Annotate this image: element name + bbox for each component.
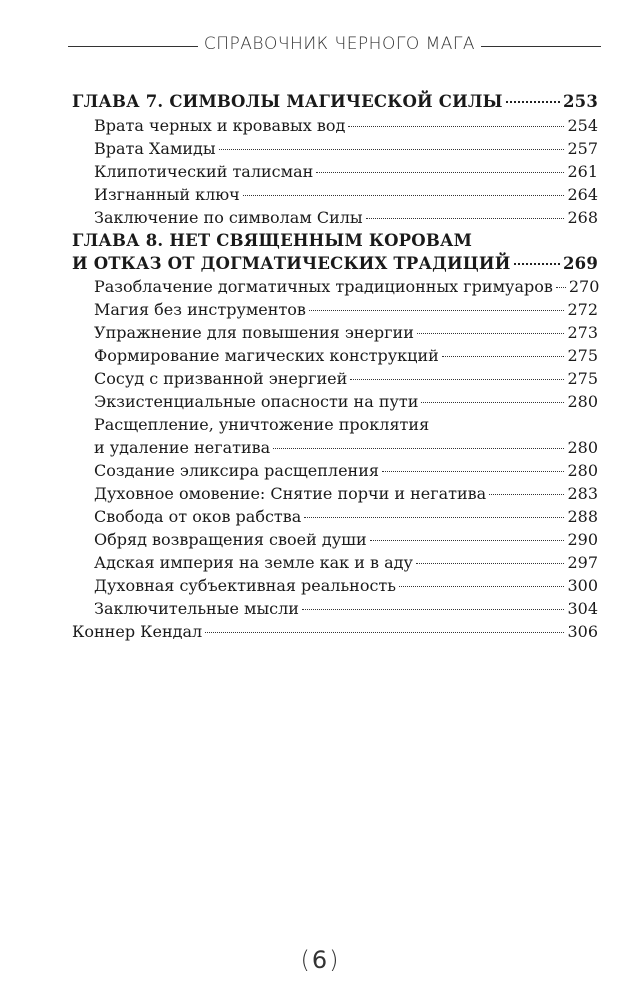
header-rule-right: [481, 46, 601, 47]
running-header: [68, 32, 601, 56]
dot-leader: [370, 540, 565, 541]
chapter-title: ГЛАВА 7. СИМВОЛЫ МАГИЧЕСКОЙ СИЛЫ: [72, 92, 503, 111]
toc-entry[interactable]: [72, 137, 598, 160]
toc-entry[interactable]: [72, 298, 598, 321]
page-ref: 280: [567, 438, 598, 457]
toc-entry[interactable]: [72, 597, 598, 620]
entry-title: Магия без инструментов: [94, 300, 306, 319]
dot-leader: [506, 101, 560, 103]
page-ref: 261: [567, 161, 598, 181]
dot-leader: [366, 218, 565, 219]
entry-title: Разоблачение догматичных традиционных гримуаров: [94, 277, 553, 296]
entry-title: Обряд возвращения своей души: [94, 530, 367, 549]
toc-author-entry[interactable]: [72, 620, 598, 643]
dot-leader: [309, 310, 565, 311]
toc-entry[interactable]: [72, 574, 598, 597]
book-title: СПРАВОЧНИК ЧЕРНОГО МАГА: [203, 34, 475, 54]
toc-entry[interactable]: [72, 206, 598, 229]
page-ref: 304: [567, 599, 598, 618]
dot-leader: [350, 379, 564, 380]
entry-title: Изгнанный ключ: [94, 184, 240, 204]
header-rule-left: [68, 46, 198, 47]
dot-leader: [556, 287, 566, 288]
dot-leader: [243, 195, 565, 196]
page-ref: 306: [567, 622, 598, 641]
entry-title-line1: Расщепление, уничтожение проклятия: [94, 415, 430, 434]
dot-leader: [417, 333, 565, 334]
page-ref: 300: [567, 576, 598, 595]
toc-chapter-8[interactable]: [72, 252, 598, 276]
entry-title: Экзистенциальные опасности на пути: [94, 392, 419, 411]
table-of-contents: [72, 90, 598, 643]
chapter-title-line1: ГЛАВА 8. НЕТ СВЯЩЕННЫМ КОРОВАМ: [72, 230, 473, 250]
page-ref: 270: [568, 277, 600, 296]
dot-leader: [399, 586, 564, 587]
toc-entry[interactable]: [72, 528, 598, 551]
entry-title: Духовное омовение: Снятие порчи и негатива: [94, 484, 487, 503]
entry-title: Врата черных и кровавых вод: [94, 115, 346, 135]
page-ref: 257: [567, 138, 598, 158]
toc-entry[interactable]: [72, 275, 598, 298]
page-ref: 288: [567, 507, 598, 526]
page-number-open-paren: (: [300, 946, 312, 974]
toc-entry[interactable]: [72, 505, 598, 528]
page-ref: 283: [567, 484, 598, 503]
page-number-value: 6: [311, 946, 330, 974]
toc-entry[interactable]: [72, 114, 598, 137]
dot-leader: [304, 517, 564, 518]
toc-entry[interactable]: [72, 367, 598, 390]
entry-title: Создание эликсира расщепления: [94, 461, 379, 480]
dot-leader: [219, 149, 565, 150]
entry-title: Упражнение для повышения энергии: [94, 323, 414, 342]
page-ref: 297: [567, 553, 598, 572]
page-ref: 264: [567, 184, 598, 204]
page-number: [0, 946, 641, 974]
entry-title: Адская империя на земле как и в аду: [94, 553, 413, 572]
dot-leader: [273, 448, 564, 449]
dot-leader: [442, 356, 565, 357]
page-ref: 268: [567, 207, 598, 227]
entry-title: Духовная субъективная реальность: [94, 576, 396, 595]
entry-title: Формирование магических конструкций: [94, 346, 439, 365]
entry-title: и удаление негатива: [94, 438, 271, 457]
dot-leader: [514, 263, 560, 265]
chapter-title-line2: И ОТКАЗ ОТ ДОГМАТИЧЕСКИХ ТРАДИЦИЙ: [72, 253, 511, 273]
page-ref: 290: [567, 530, 598, 549]
dot-leader: [316, 172, 564, 173]
toc-entry[interactable]: [72, 344, 598, 367]
toc-entry[interactable]: [72, 459, 598, 482]
entry-title: Врата Хамиды: [94, 138, 216, 158]
page-ref: 269: [562, 253, 598, 273]
page-ref: 253: [562, 92, 598, 111]
page-number-close-paren: ): [329, 946, 341, 974]
toc-entry[interactable]: [72, 321, 598, 344]
entry-title: Заключительные мысли: [94, 599, 299, 618]
page-ref: 275: [567, 369, 598, 388]
page-ref: 273: [567, 323, 598, 342]
entry-title: Свобода от оков рабства: [94, 507, 302, 526]
toc-entry[interactable]: [72, 436, 598, 459]
dot-leader: [348, 126, 564, 127]
page-ref: 280: [567, 461, 598, 480]
toc-entry[interactable]: [72, 482, 598, 505]
toc-chapter-8-line1[interactable]: [72, 229, 598, 252]
toc-entry[interactable]: [72, 183, 598, 206]
dot-leader: [421, 402, 564, 403]
dot-leader: [302, 609, 564, 610]
dot-leader: [489, 494, 564, 495]
page-ref: 280: [567, 392, 598, 411]
dot-leader: [382, 471, 564, 472]
toc-entry-line1[interactable]: [72, 413, 598, 436]
author-name: Коннер Кендал: [72, 622, 203, 641]
page-ref: 272: [567, 300, 598, 319]
dot-leader: [416, 563, 565, 564]
entry-title: Сосуд с призванной энергией: [94, 369, 348, 388]
dot-leader: [205, 632, 564, 633]
toc-entry[interactable]: [72, 160, 598, 183]
toc-entry[interactable]: [72, 390, 598, 413]
page-ref: 254: [567, 115, 598, 135]
entry-title: Заключение по символам Силы: [94, 207, 363, 227]
entry-title: Клипотический талисман: [94, 161, 314, 181]
toc-entry[interactable]: [72, 551, 598, 574]
page-ref: 275: [567, 346, 598, 365]
toc-chapter-7[interactable]: [72, 90, 598, 114]
